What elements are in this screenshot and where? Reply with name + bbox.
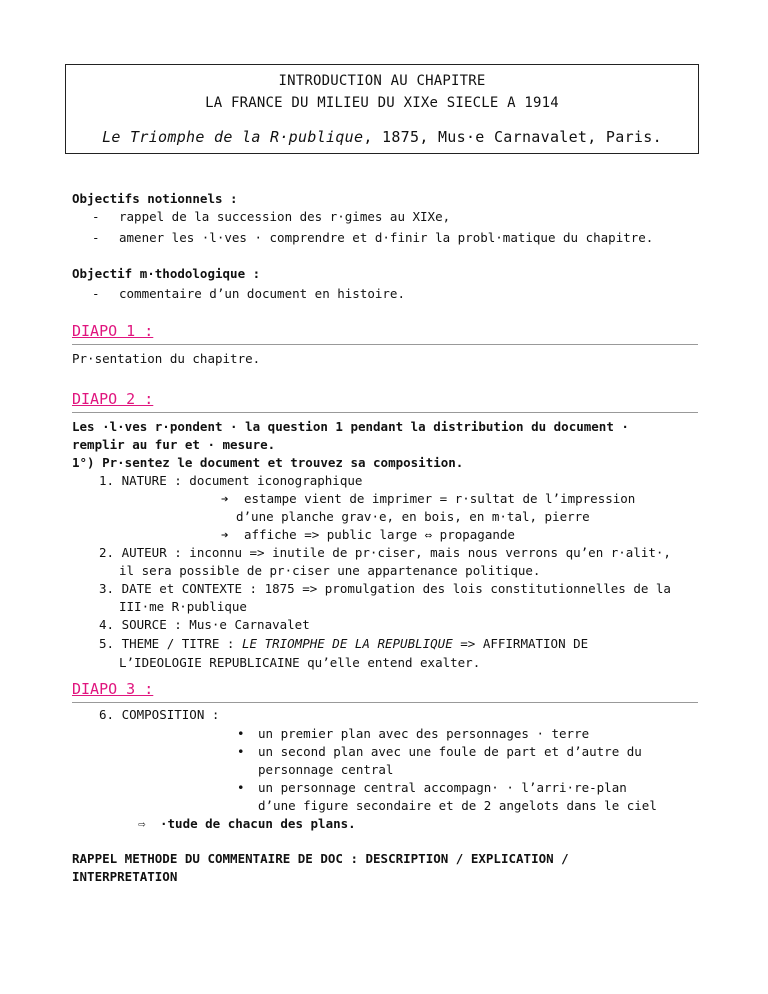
question-1: 1°) Pr·sentez le document et trouvez sa composition.	[72, 455, 464, 470]
item-source: 4. SOURCE : Mus·e Carnavalet	[99, 617, 310, 632]
item-date: 3. DATE et CONTEXTE : 1875 => promulgation des lois constitutionnelles de la	[99, 581, 671, 596]
list-dash: -	[92, 286, 100, 301]
nature-detail-1: estampe vient de imprimer = r·sultat de l’impression	[244, 491, 636, 506]
artwork-title: Le Triomphe de la R·publique	[102, 128, 364, 146]
item-nature: 1. NATURE : document iconographique	[99, 473, 363, 488]
diapo-2-label: DIAPO 2 :	[72, 390, 154, 408]
diapo-2-heading	[72, 390, 698, 413]
item-composition: 6. COMPOSITION :	[99, 707, 220, 722]
list-item: rappel de la succession des r·gimes au XIXe,	[119, 209, 451, 224]
item-theme	[99, 636, 588, 652]
list-item: commentaire d’un document en histoire.	[119, 286, 405, 301]
diapo-1-label: DIAPO 1 :	[72, 322, 154, 340]
title-line-1: INTRODUCTION AU CHAPITRE	[278, 73, 486, 89]
artwork-details: , 1875, Mus·e Carnavalet, Paris.	[363, 128, 662, 146]
bullet-icon: •	[237, 726, 245, 741]
bullet-icon: •	[237, 780, 245, 795]
nature-detail-1b: d’une planche grav·e, en bois, en m·tal, pierre	[236, 509, 590, 524]
arrow-right-icon: ➔	[221, 527, 229, 542]
etude-plans: ·tude de chacun des plans.	[160, 816, 356, 831]
diapo-2-intro-1: Les ·l·ves r·pondent · la question 1 pendant la distribution du document ·	[72, 419, 629, 434]
composition-bullet: un premier plan avec des personnages · terre	[258, 726, 590, 741]
item-auteur: 2. AUTEUR : inconnu => inutile de pr·ciser, mais nous verrons qu’en r·alit·,	[99, 545, 671, 560]
diapo-3-label: DIAPO 3 :	[72, 680, 154, 698]
diapo-3-heading	[72, 680, 698, 703]
item-date-cont: III·me R·publique	[119, 599, 247, 614]
rappel-methode-cont: INTERPRETATION	[72, 869, 178, 884]
rappel-methode: RAPPEL METHODE DU COMMENTAIRE DE DOC : DESCRIPTION / EXPLICATION /	[72, 851, 569, 866]
nature-detail-2: affiche => public large ⇔ propagande	[244, 527, 515, 542]
title-line-2: LA FRANCE DU MILIEU DU XIXe SIECLE A 1914	[205, 95, 559, 111]
double-arrow-icon: ⇨	[138, 816, 146, 831]
composition-bullet: un personnage central accompagn· · l’arri·re-plan	[258, 780, 627, 795]
objectif-methodologique-heading: Objectif m·thodologique :	[72, 266, 261, 281]
composition-bullet: un second plan avec une foule de part et d’autre du	[258, 744, 642, 759]
theme-title: LE TRIOMPHE DE LA REPUBLIQUE	[242, 636, 453, 651]
composition-bullet-cont: personnage central	[258, 762, 394, 777]
theme-suffix: => AFFIRMATION DE	[452, 636, 589, 651]
arrow-right-icon: ➔	[221, 491, 229, 506]
item-theme-cont: L’IDEOLOGIE REPUBLICAINE qu’elle entend exalter.	[119, 655, 481, 670]
objectifs-notionnels-heading: Objectifs notionnels :	[72, 191, 238, 206]
theme-prefix: 5. THEME / TITRE :	[99, 636, 242, 651]
item-auteur-cont: il sera possible de pr·ciser une appartenance politique.	[119, 563, 541, 578]
list-dash: -	[92, 230, 100, 245]
diapo-1-heading	[72, 322, 698, 345]
list-item: amener les ·l·ves · comprendre et d·finir la probl·matique du chapitre.	[119, 230, 654, 245]
artwork-caption	[66, 128, 698, 146]
title-box	[65, 64, 699, 154]
bullet-icon: •	[237, 744, 245, 759]
composition-bullet-cont: d’une figure secondaire et de 2 angelots dans le ciel	[258, 798, 657, 813]
list-dash: -	[92, 209, 100, 224]
diapo-2-intro-2: remplir au fur et · mesure.	[72, 437, 276, 452]
diapo-1-text: Pr·sentation du chapitre.	[72, 351, 261, 366]
